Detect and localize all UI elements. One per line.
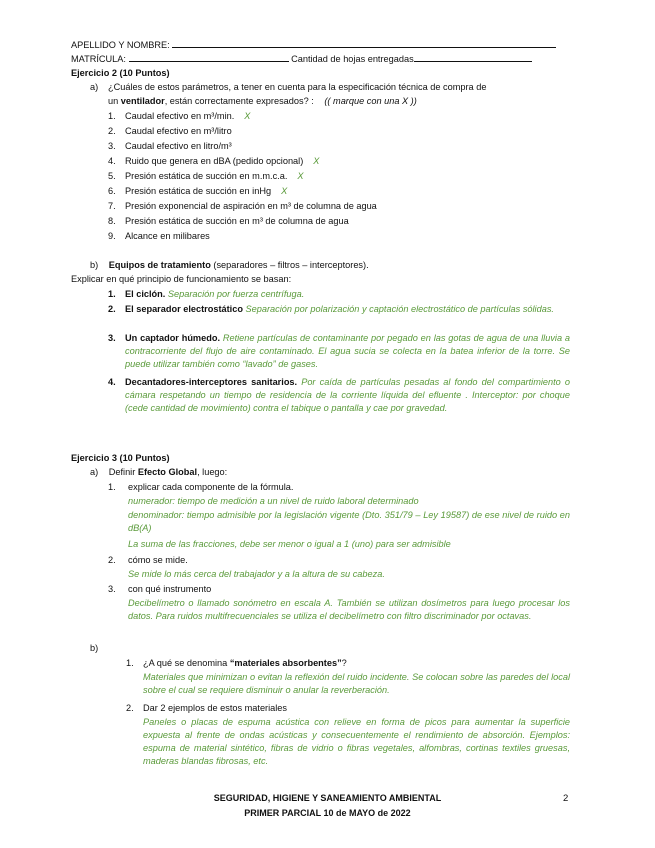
item-text: Caudal efectivo en litro/m³ — [125, 141, 232, 151]
item-text: Presión estática de succión en m³ de columna de agua — [125, 216, 349, 226]
item-number: 6. — [108, 186, 116, 196]
b-item-label: Decantadores-interceptores sanitarios. — [125, 377, 298, 387]
ej2-item-3 — [108, 140, 232, 153]
ej2-item-5 — [108, 170, 304, 183]
ej3-a-bold: Efecto Global — [137, 467, 198, 477]
b-item-number: 2. — [108, 304, 116, 314]
item-number: 3. — [108, 141, 116, 151]
item-number: 5. — [108, 171, 116, 181]
item-text: Presión exponencial de aspiración en m³ de columna de agua — [125, 201, 377, 211]
ej2-a-question-1: ¿Cuáles de estos parámetros, a tener en cuenta para la especificación técnica de compra de — [108, 82, 487, 92]
ej3-b2-num: 2. — [126, 703, 134, 713]
b1-post: ? — [341, 658, 347, 668]
ej2-item-7 — [108, 200, 377, 213]
ej2-b-rest: (separadores – filtros – interceptores). — [210, 260, 369, 270]
b1-bold: “materiales absorbentes” — [229, 658, 342, 668]
ej2-item-6 — [108, 185, 287, 198]
ej2-item-1 — [108, 110, 250, 123]
b-item-label: El ciclón. — [125, 289, 166, 299]
item-number: 9. — [108, 231, 116, 241]
ej3-title: Ejercicio 3 (10 Puntos) — [71, 453, 170, 463]
item-number: 8. — [108, 216, 116, 226]
item-number: 7. — [108, 201, 116, 211]
b-item-number: 4. — [108, 377, 116, 387]
ej2-item-8 — [108, 215, 349, 228]
q2-hint: (( marque con una X )) — [324, 96, 417, 106]
b-item-3 — [125, 332, 570, 371]
b-item-answer: Separación por polarización y captación electrostático de partículas sólidas. — [242, 304, 554, 314]
ej3-b1-answer: Materiales que minimizan o evitan la reflexión del ruido incidente. Se colocan sobre las paredes del local sobre el cual se requiere disminuir o anular la reverberación. — [143, 672, 570, 695]
ej3-s1-question: explicar cada componente de la fórmula. — [128, 482, 294, 492]
ej3-b2-answer: Paneles o placas de espuma acústica con relieve en forma de picos para aumentar la superficie expuesta al frente de ondas acústicas y consecuentemente el rendimiento de absorción. Ejemplos: espuma de material sintético, fibras de vidrio o fibras vegetales, alfombras, cortinas textiles gruesas, maderas blandas fibrosas, etc. — [143, 717, 570, 766]
item-text: Ruido que genera en dBA (pedido opcional) — [125, 156, 304, 166]
matricula-row — [71, 52, 532, 66]
item-number: 1. — [108, 111, 116, 121]
b-item-number: 1. — [108, 289, 116, 299]
hojas-label: Cantidad de hojas entregadas — [291, 54, 414, 64]
item-text: Caudal efectivo en m³/min. — [125, 111, 235, 121]
b-item-answer: Retiene partículas de contaminante por pegado en las gotas de agua de una lluvia a contracorriente del flujo de aire contaminado. El agua sucia se colecta en la batea inferior de la torre. Se puede utilizar también como “lavado” de gases. — [125, 333, 571, 369]
ej3-b1-question — [143, 657, 347, 670]
ej2-b-bold: Equipos de tratamiento — [108, 260, 211, 270]
q2-post: , están correctamente expresados? : — [164, 96, 314, 106]
matricula-label: MATRÍCULA: — [71, 54, 126, 64]
item-text: Presión estática de succión en m.m.c.a. — [125, 171, 288, 181]
ej2-title: Ejercicio 2 (10 Puntos) — [71, 68, 170, 78]
ej2-a-question-2 — [108, 95, 417, 108]
name-label: APELLIDO Y NOMBRE: — [71, 40, 170, 50]
x-mark: X — [244, 111, 251, 121]
footer-line-1: SEGURIDAD, HIGIENE Y SANEAMIENTO AMBIENTAL — [213, 793, 442, 803]
ej2-b-letter: b) — [90, 260, 99, 270]
ej3-s2-num: 2. — [108, 555, 116, 565]
ej2-b-explain: Explicar en qué principio de funcionamiento se basan: — [71, 274, 292, 284]
item-text: Caudal efectivo en m³/litro — [125, 126, 232, 136]
ej3-s1-answer-1: numerador: tiempo de medición a un nivel de ruido laboral determinado — [128, 496, 419, 506]
ej3-a-letter: a) — [90, 467, 99, 477]
ej2-item-4 — [108, 155, 319, 168]
ej3-b1-num: 1. — [126, 658, 134, 668]
x-mark: X — [281, 186, 288, 196]
ej3-s2-question: cómo se mide. — [128, 555, 188, 565]
ej3-s1-answer-3: La suma de las fracciones, debe ser menor o igual a 1 (uno) para ser admisible — [128, 539, 451, 549]
footer-line-2: PRIMER PARCIAL 10 de MAYO de 2022 — [244, 808, 411, 818]
ej3-s1-num: 1. — [108, 482, 116, 492]
ej3-s3-answer: Decibelímetro o llamado sonómetro en escala A. También se utilizan dosímetros para luego procesar los datos. Para ruidos multifrecuenciales se utiliza el decibelímetro con filtro discriminador por octavas. — [128, 598, 570, 621]
ej3-a-row — [90, 466, 227, 479]
b-item-label: Un captador húmedo. — [125, 333, 220, 343]
ej3-a-post: , luego: — [197, 467, 228, 477]
x-mark: X — [297, 171, 304, 181]
ej3-b2-question: Dar 2 ejemplos de estos materiales — [143, 703, 288, 713]
name-field-row — [71, 38, 556, 52]
item-number: 2. — [108, 126, 116, 136]
b1-pre: ¿A qué se denomina — [143, 658, 230, 668]
item-text: Alcance en milibares — [125, 231, 210, 241]
b-item-number: 3. — [108, 333, 116, 343]
ej3-a-pre: Definir — [108, 467, 138, 477]
item-number: 4. — [108, 156, 116, 166]
x-mark: X — [313, 156, 320, 166]
ej2-b-row — [90, 259, 369, 272]
page-number: 2 — [563, 793, 569, 804]
b-item-answer: Por caída de partículas pesadas al fondo del compartimiento o cámara respetando un tiempo de residencia de la corriente líquida del efluente . Interceptor: por choque (cede cantidad de movimiento) contra el tabique o pantalla y cae por gravedad. — [125, 377, 570, 413]
ej3-s1-answer-2: denominador: tiempo admisible por la legislación vigente (Dto. 351/79 – Ley 19587) de ese nivel de ruido en dB(A) — [128, 510, 570, 533]
ej3-s3-question: con qué instrumento — [128, 584, 212, 594]
ej3-s2-answer: Se mide lo más cerca del trabajador y a la altura de su cabeza. — [128, 569, 385, 579]
ej2-a-letter: a) — [90, 82, 99, 92]
ej2-item-9 — [108, 230, 210, 243]
q2-bold: ventilador — [120, 96, 165, 106]
ej2-item-2 — [108, 125, 232, 138]
b-item-label: El separador electrostático — [125, 304, 243, 314]
name-input-line[interactable] — [172, 38, 556, 48]
b-item-answer: Separación por fuerza centrífuga. — [165, 289, 305, 299]
b-item-2 — [125, 303, 570, 316]
ej3-b-letter: b) — [90, 643, 99, 653]
item-text: Presión estática de succión en inHg — [125, 186, 272, 196]
matricula-input-line[interactable] — [129, 52, 289, 62]
ej3-s3-num: 3. — [108, 584, 116, 594]
b-item-4 — [125, 376, 570, 415]
hojas-input-line[interactable] — [414, 52, 532, 62]
q2-pre: un — [108, 96, 121, 106]
b-item-1 — [125, 288, 570, 301]
